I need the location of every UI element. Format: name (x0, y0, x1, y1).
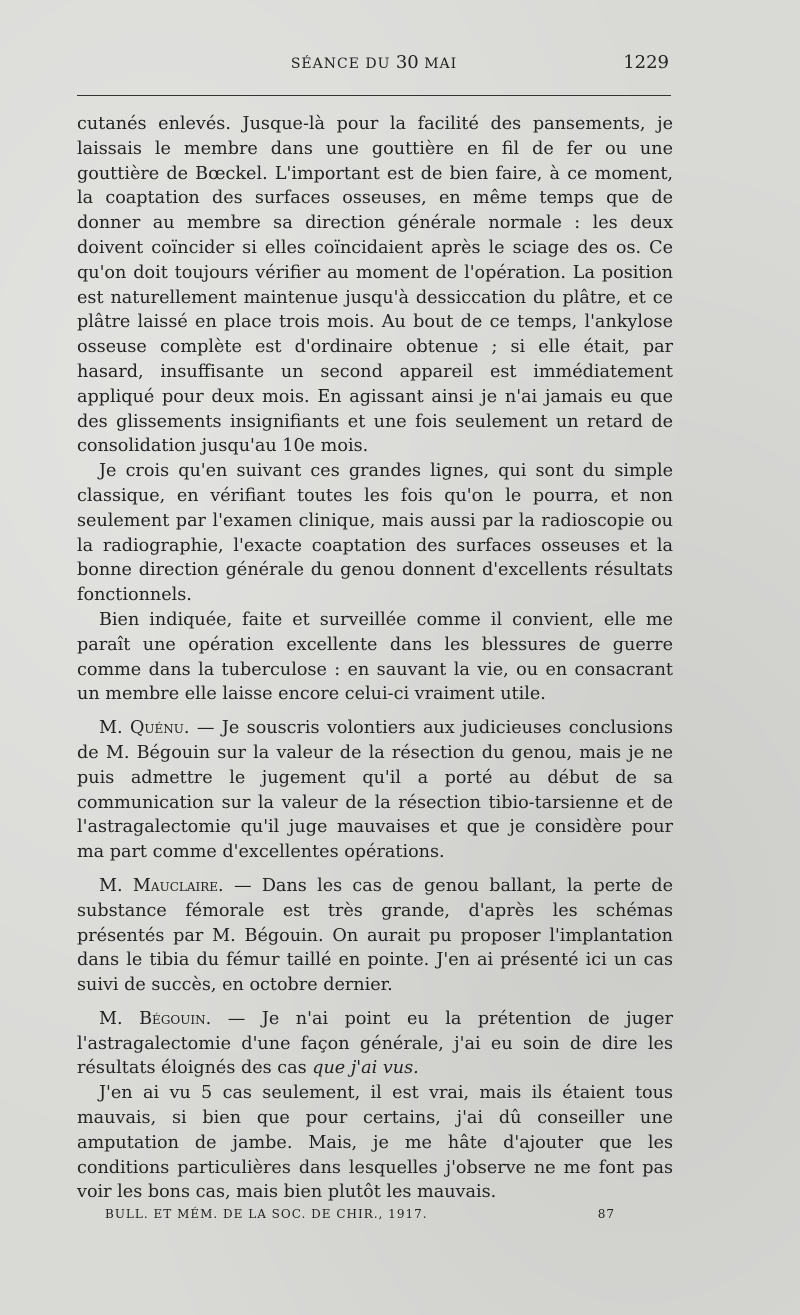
paragraph: Bien indiquée, faite et surveillée comme il convient, elle me paraît une opération excellente dans les blessures de guerre comme dans la tuberculose : en sauvant la vie, ou en consacrant un membre elle laisse encore celui-ci vraiment utile. (77, 609, 673, 705)
signature-mark: 87 (597, 1207, 615, 1221)
page-body (77, 112, 673, 1205)
paragraph-continuation: cutanés enlevés. Jusque-là pour la facilité des pansements, je laissais le membre dans une gouttière en fil de fer ou une gouttière de Bœckel. L'important est de bien faire, à ce moment, la coaptation des surfaces osseuses, en même temps que de donner au membre sa direction générale normale : les deux doivent coïncider si elles coïncidaient après le sciage des os. Ce qu'on doit toujours vérifier au moment de l'opération. La position est naturellement maintenue jusqu'à dessiccation du plâtre, et ce plâtre laissé en place trois mois. Au bout de ce temps, l'ankylose osseuse complète est d'ordinaire obtenue ; si elle était, par hasard, insuffisante un second appareil est immédiatement appliqué pour deux mois. En agissant ainsi je n'ai jamais eu que des glissements insignifiants et une fois seulement un retard de consolidation jusqu'au 10e mois. (77, 114, 673, 457)
title-month: MAI (424, 56, 458, 72)
speech-mauclaire (77, 874, 673, 998)
speaker-name: M. Quénu. (99, 718, 190, 739)
speaker-name: M. Bégouin. (99, 1008, 212, 1029)
speech-italic: que j'ai vus. (312, 1058, 419, 1079)
speech-text: — Je souscris volontiers aux judicieuses conclusions de M. Bégouin sur la valeur de la résection du genou, mais je ne puis admettre le jugement qu'il a porté au début de sa communication sur la valeur de la résection tibio-tarsienne et de l'astragalectomie qu'il juge mauvaises et que je considère pour ma part comme d'excellentes opérations. (77, 718, 673, 863)
running-header (77, 52, 671, 82)
paragraph: Je crois qu'en suivant ces grandes lignes, qui sont du simple classique, en vérifiant toutes les fois qu'on le pourra, et non seulement par l'examen clinique, mais aussi par la radioscopie ou la radiographie, l'exacte coaptation des surfaces osseuses et la bonne direction générale du genou donnent d'excellents résultats fonctionnels. (77, 461, 673, 606)
closing-paragraph: J'en ai vu 5 cas seulement, il est vrai, mais ils étaient tous mauvais, si bien que pour certains, j'ai dû conseiller une amputation de jambe. Mais, je me hâte d'ajouter que les conditions particulières dans lesquelles j'observe ne me font pas voir les bons cas, mais bien plutôt les mauvais. (77, 1083, 673, 1203)
speech-text: — Dans les cas de genou ballant, la perte de substance fémorale est très grande, d'après les schémas présentés par M. Bégouin. On aurait pu proposer l'implantation dans le tibia du fémur taillé en pointe. J'en ai présenté ici un cas suivi de succès, en octobre dernier. (77, 875, 673, 996)
speech-text: — Je n'ai point eu la prétention de juger l'astragalectomie d'une façon générale, j'ai eu soin de dire les résultats éloignés des cas (77, 1008, 674, 1079)
title-day: 30 (395, 52, 419, 73)
title-prefix: SÉANCE DU (290, 56, 391, 72)
speech-quenu (77, 716, 673, 865)
header-rule (77, 95, 671, 96)
page-number: 1229 (623, 52, 669, 73)
running-title (77, 52, 671, 73)
speaker-name: M. Mauclaire. (99, 875, 224, 896)
journal-citation: BULL. ET MÉM. DE LA SOC. DE CHIR., 1917. (105, 1207, 428, 1221)
speech-begouin (77, 1007, 673, 1081)
